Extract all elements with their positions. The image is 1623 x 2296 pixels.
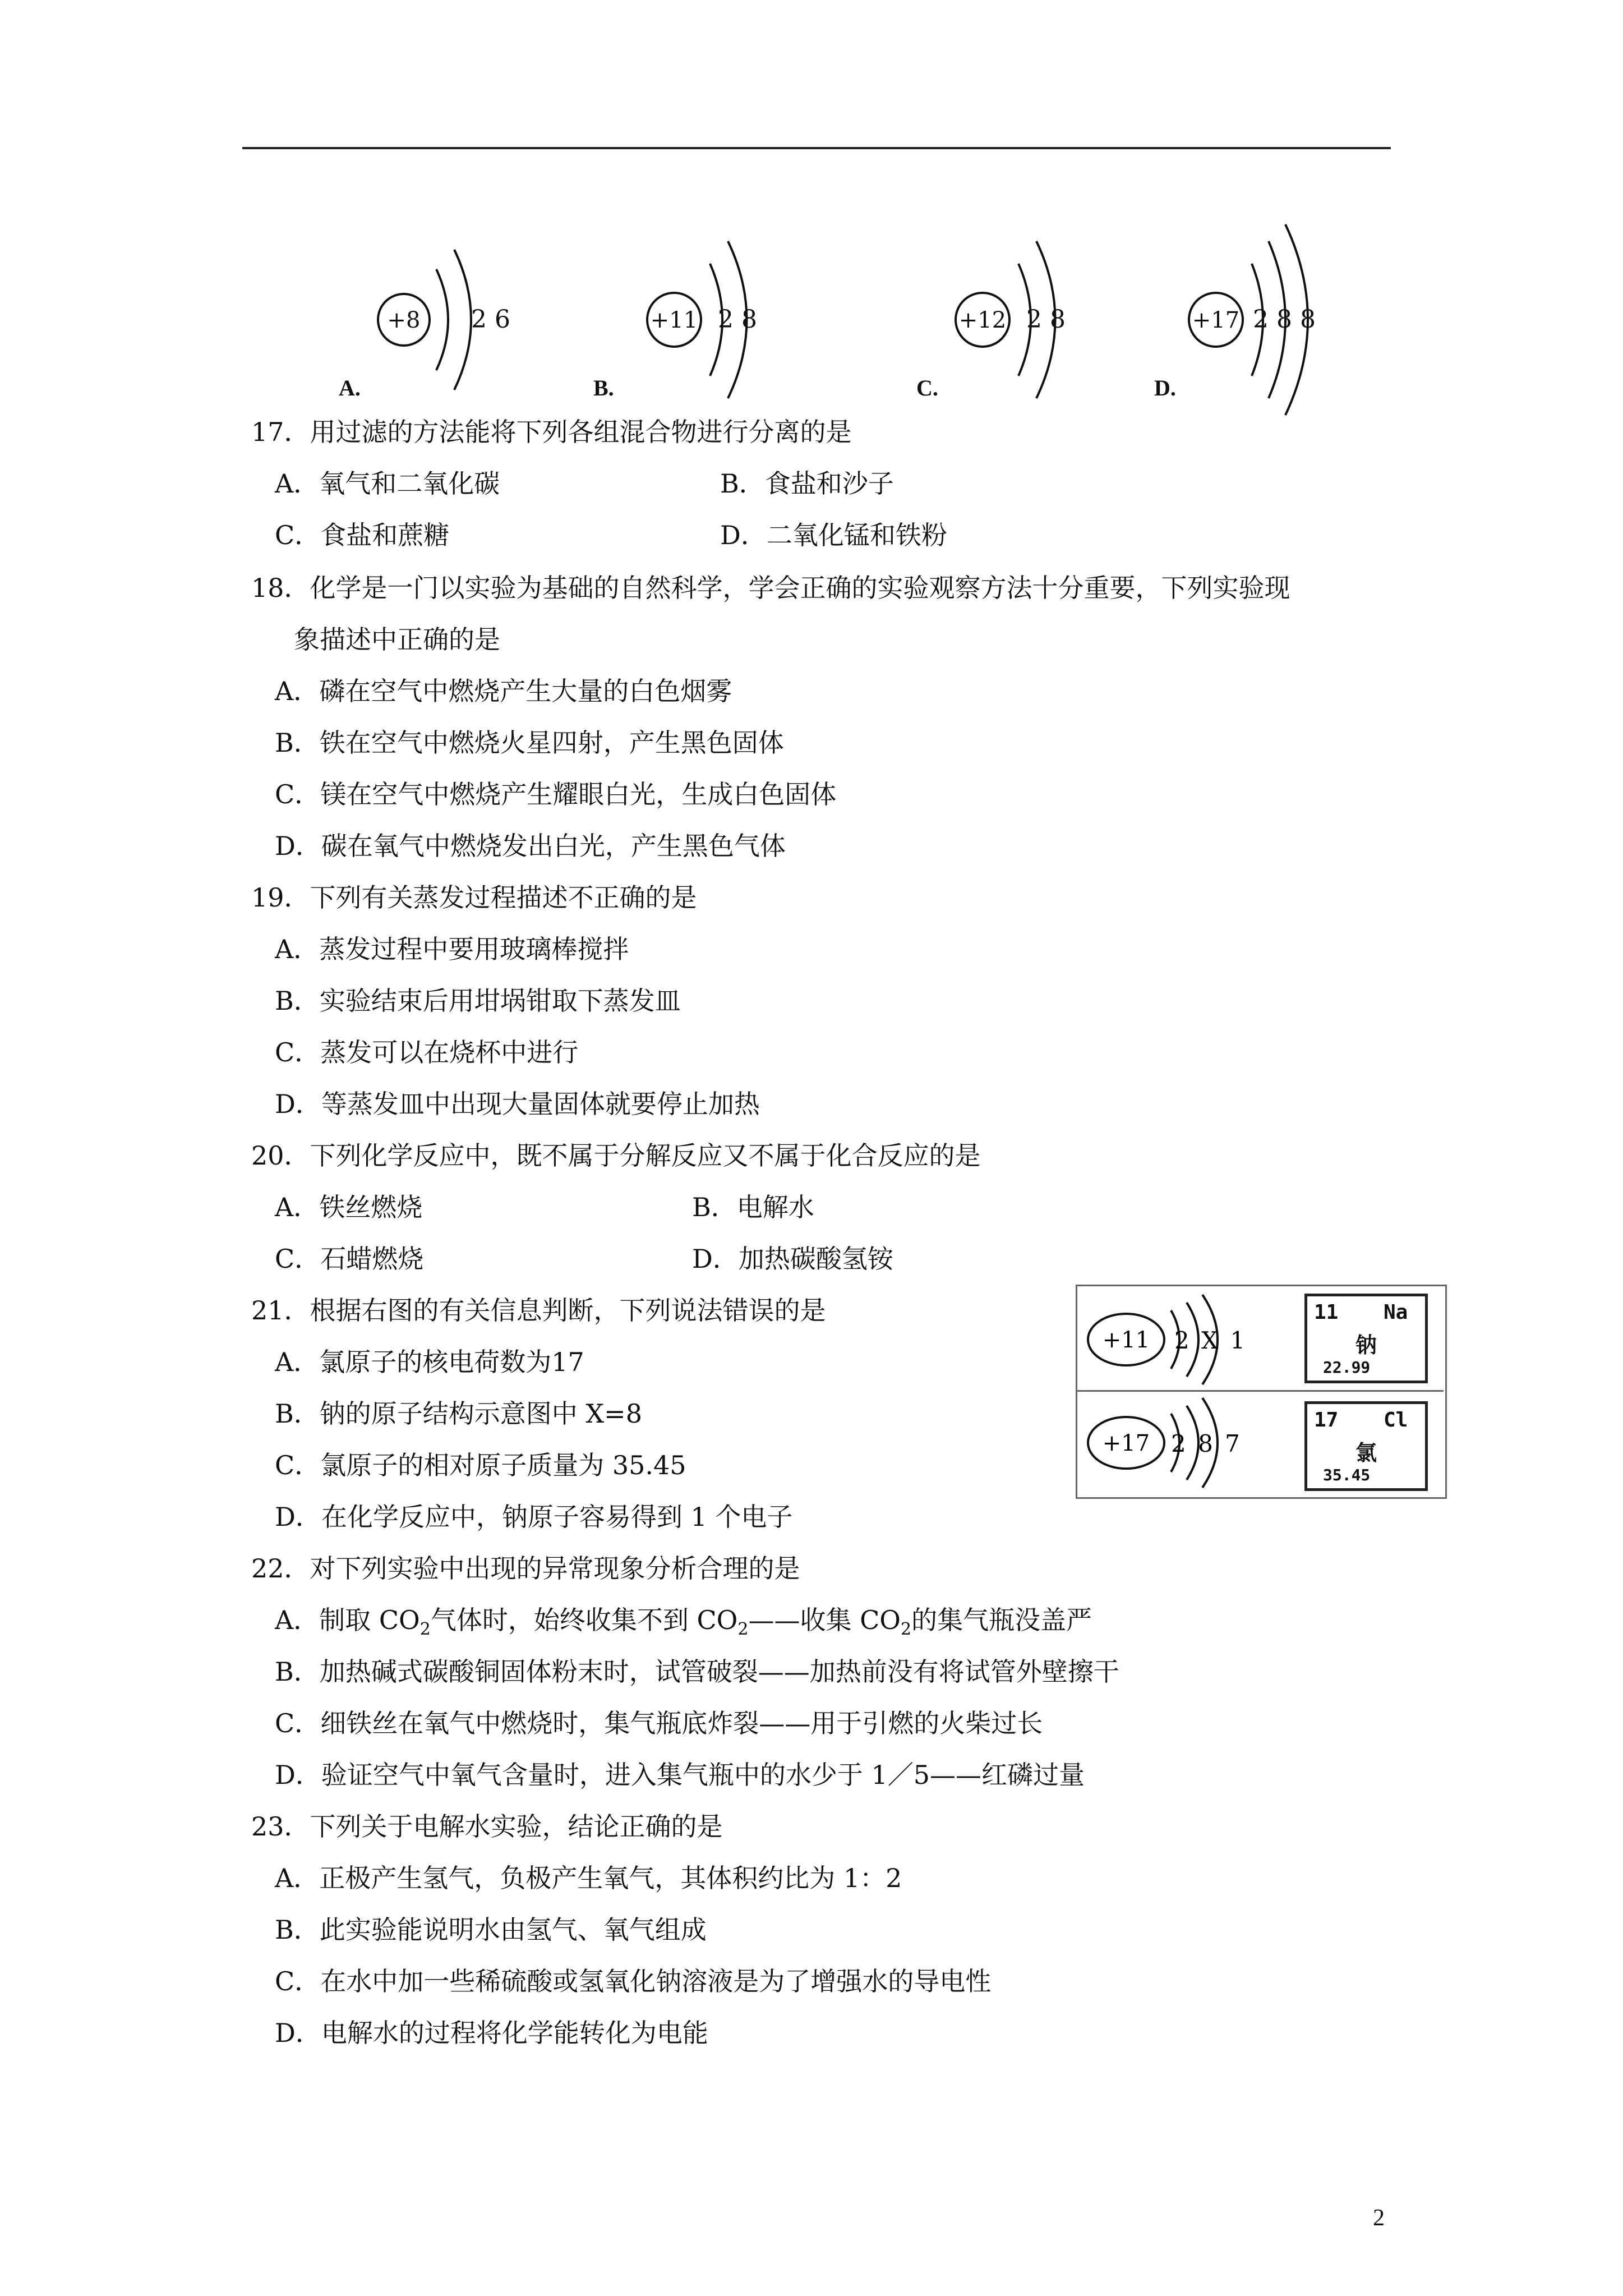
atom-diagram-c <box>953 202 1200 404</box>
question-21-option-c: C．氯原子的相对原子质量为 35.45 <box>275 1450 686 1480</box>
atom-structure-a <box>370 202 538 370</box>
option-letter-a: A. <box>339 375 361 401</box>
question-18-stem-cont: 象描述中正确的是 <box>294 624 500 655</box>
chlorine-number: 17 <box>1314 1409 1339 1432</box>
question-22-option-a <box>275 1603 1092 1646</box>
chlorine-element-card <box>1304 1401 1428 1491</box>
option-letter-b: B. <box>593 375 614 401</box>
sodium-mass: 22.99 <box>1323 1358 1371 1377</box>
question-18-option-b: B．铁在空气中燃烧火星四射，产生黑色固体 <box>275 728 784 758</box>
question-21-option-d: D．在化学反应中，钠原子容易得到 1 个电子 <box>275 1502 793 1532</box>
question-17-option-b: B．食盐和沙子 <box>720 468 894 499</box>
nucleus-charge: +17 <box>1192 307 1240 333</box>
page-number: 2 <box>1373 2205 1385 2231</box>
atom-diagram-a <box>370 202 617 404</box>
question-17-option-d: D．二氧化锰和铁粉 <box>720 520 947 550</box>
atom-diagram-b <box>645 202 892 404</box>
sodium-name: 钠 <box>1355 1333 1377 1358</box>
chlorine-mass: 35.45 <box>1323 1466 1371 1484</box>
option-a-text: A．制取 CO <box>275 1605 420 1635</box>
atom-structure-b <box>645 202 813 370</box>
question-19-option-d: D．等蒸发皿中出现大量固体就要停止加热 <box>275 1089 760 1119</box>
sodium-number: 11 <box>1314 1301 1339 1324</box>
chlorine-name: 氯 <box>1355 1441 1377 1465</box>
chlorine-symbol: Cl <box>1384 1409 1408 1432</box>
q21-info-figure <box>1076 1285 1446 1498</box>
question-19-option-c: C．蒸发可以在烧杯中进行 <box>275 1037 579 1068</box>
question-23-option-d: D．电解水的过程将化学能转化为电能 <box>275 2018 708 2048</box>
sodium-element-card <box>1304 1294 1428 1383</box>
question-23-option-a: A．正极产生氢气，负极产生氧气，其体积约比为 1：2 <box>275 1863 902 1893</box>
question-18-option-d: D．碳在氧气中燃烧发出白光，产生黑色气体 <box>275 831 786 861</box>
option-a-text: 气体时，始终收集不到 CO <box>430 1605 738 1635</box>
shell-electrons: 2 8 <box>1026 305 1066 334</box>
question-22-stem: 22．对下列实验中出现的异常现象分析合理的是 <box>251 1553 800 1584</box>
figure-divider <box>1076 1390 1444 1392</box>
nucleus-charge: +8 <box>387 307 421 333</box>
shell-electrons: 2 8 8 <box>1253 305 1316 334</box>
question-23-stem: 23．下列关于电解水实验，结论正确的是 <box>251 1811 723 1842</box>
option-letter-c: C. <box>916 375 938 401</box>
question-20-option-b: B．电解水 <box>692 1192 814 1222</box>
atom-structure-c <box>953 202 1122 370</box>
question-22-option-c: C．细铁丝在氧气中燃烧时，集气瓶底炸裂——用于引燃的火柴过长 <box>275 1708 1043 1738</box>
chlorine-shell-electrons: 2 8 7 <box>1171 1430 1242 1457</box>
question-19-option-b: B．实验结束后用坩埚钳取下蒸发皿 <box>275 986 681 1016</box>
subscript: 2 <box>737 1619 749 1640</box>
sodium-shell-electrons: 2 X 1 <box>1174 1327 1248 1354</box>
question-23-option-b: B．此实验能说明水由氢气、氧气组成 <box>275 1915 707 1945</box>
question-20-option-a: A．铁丝燃烧 <box>275 1192 423 1222</box>
question-20-option-c: C．石蜡燃烧 <box>275 1244 424 1274</box>
subscript: 2 <box>901 1619 912 1640</box>
question-22-option-d: D．验证空气中氧气含量时，进入集气瓶中的水少于 1／5——红磷过量 <box>275 1760 1085 1790</box>
chlorine-atom-diagram <box>1081 1396 1283 1491</box>
question-23-option-c: C．在水中加一些稀硫酸或氢氧化钠溶液是为了增强水的导电性 <box>275 1966 992 1996</box>
question-18-option-c: C．镁在空气中燃烧产生耀眼白光，生成白色固体 <box>275 779 837 809</box>
chlorine-nucleus-charge: +17 <box>1102 1430 1150 1456</box>
header-rule <box>242 147 1391 149</box>
nucleus-charge: +12 <box>958 307 1007 333</box>
option-letter-d: D. <box>1154 375 1176 401</box>
subscript: 2 <box>419 1619 431 1640</box>
question-22-option-b: B．加热碱式碳酸铜固体粉末时，试管破裂——加热前没有将试管外壁擦干 <box>275 1657 1119 1687</box>
question-17-stem: 17．用过滤的方法能将下列各组混合物进行分离的是 <box>251 417 852 447</box>
question-19-stem: 19．下列有关蒸发过程描述不正确的是 <box>251 882 697 913</box>
sodium-atom-diagram <box>1081 1290 1283 1386</box>
option-a-text: ——收集 CO <box>748 1605 901 1635</box>
shell-electrons: 2 8 <box>718 305 757 334</box>
nucleus-charge: +11 <box>650 307 698 333</box>
question-19-option-a: A．蒸发过程中要用玻璃棒搅拌 <box>275 934 629 964</box>
option-a-text: 的集气瓶没盖严 <box>911 1605 1092 1635</box>
shell-electrons: 2 6 <box>471 305 510 334</box>
question-17-option-a: A．氧气和二氧化碳 <box>275 468 500 499</box>
question-17-option-c: C．食盐和蔗糖 <box>275 520 450 550</box>
question-21-option-b: B．钠的原子结构示意图中 X=8 <box>275 1398 642 1429</box>
sodium-nucleus-charge: +11 <box>1102 1327 1150 1353</box>
question-20-option-d: D．加热碳酸氢铵 <box>692 1244 893 1274</box>
atom-diagram-d <box>1184 202 1431 404</box>
question-21-stem: 21．根据右图的有关信息判断，下列说法错误的是 <box>251 1295 826 1326</box>
question-20-stem: 20．下列化学反应中，既不属于分解反应又不属于化合反应的是 <box>251 1140 981 1171</box>
question-18-stem: 18．化学是一门以实验为基础的自然科学，学会正确的实验观察方法十分重要，下列实验现 <box>251 573 1290 603</box>
question-21-option-a: A．氯原子的核电荷数为17 <box>275 1347 584 1377</box>
sodium-symbol: Na <box>1384 1301 1408 1324</box>
question-18-option-a: A．磷在空气中燃烧产生大量的白色烟雾 <box>275 676 732 706</box>
atom-structure-d <box>1184 202 1375 370</box>
